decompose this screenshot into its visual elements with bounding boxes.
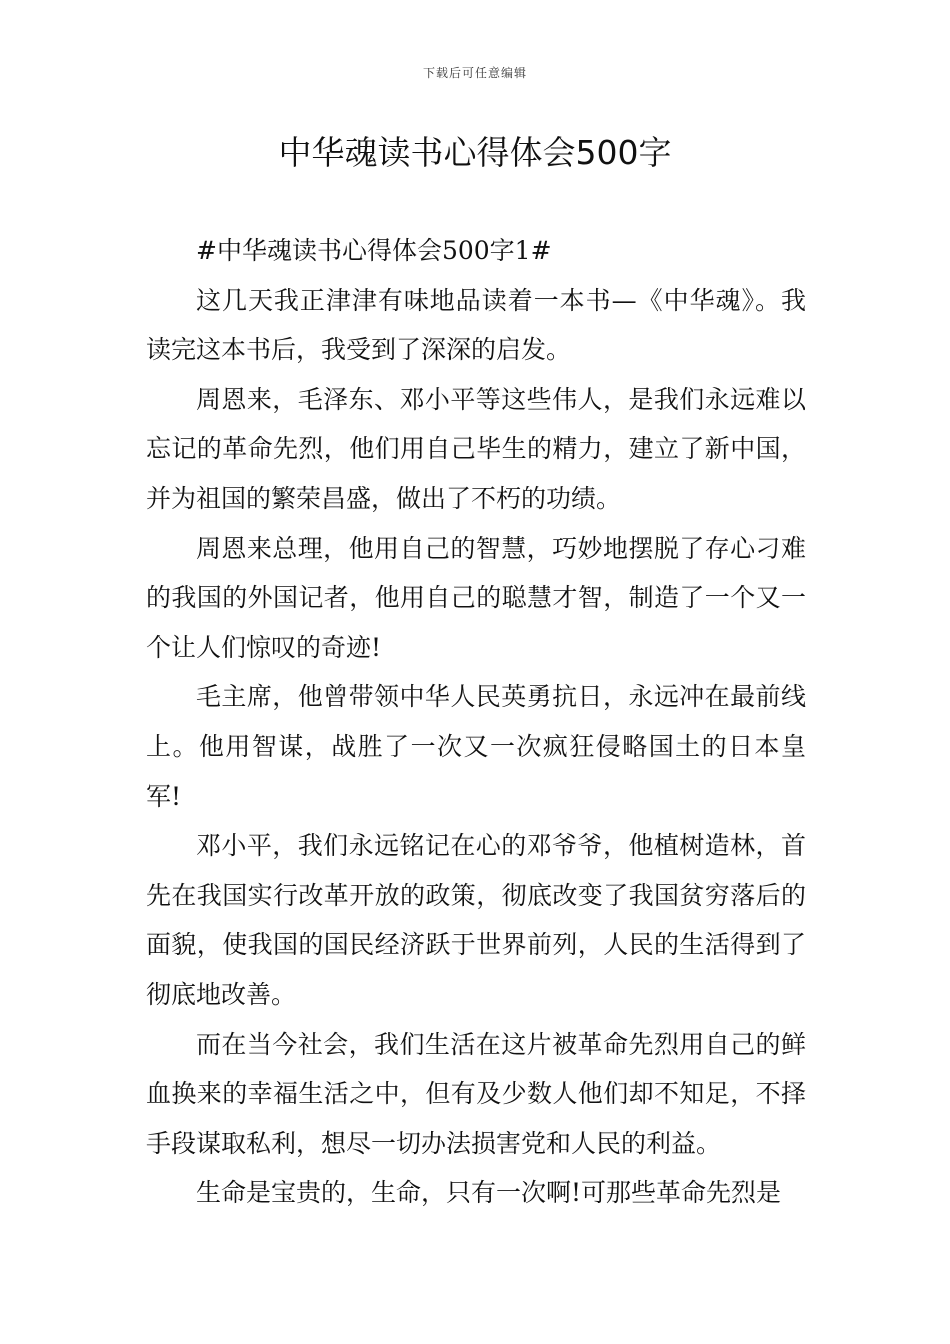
- paragraph: 邓小平，我们永远铭记在心的邓爷爷，他植树造林，首先在我国实行改革开放的政策，彻底改变了我国贫穷落后的面貌，使我国的国民经济跃于世界前列，人民的生活得到了彻底地改善。: [146, 831, 806, 1009]
- paragraph: 这几天我正津津有味地品读着一本书—《中华魂》。我读完这本书后，我受到了深深的启发。: [146, 285, 806, 365]
- paragraph-subheading: #中华魂读书心得体会500字1#: [196, 236, 552, 265]
- paragraph: 周恩来总理，他用自己的智慧，巧妙地摆脱了存心刁难的我国的外国记者，他用自己的聪慧才智，制造了一个又一个让人们惊叹的奇迹!: [146, 533, 806, 662]
- header-note: 下载后可任意编辑: [422, 66, 527, 80]
- document-title: 中华魂读书心得体会500字: [278, 133, 672, 172]
- paragraph: 周恩来，毛泽东、邓小平等这些伟人，是我们永远难以忘记的革命先烈，他们用自己毕生的精力，建立了新中国，并为祖国的繁荣昌盛，做出了不朽的功绩。: [146, 384, 806, 513]
- paragraph: 而在当今社会，我们生活在这片被革命先烈用自己的鲜血换来的幸福生活之中，但有及少数人他们却不知足，不择手段谋取私利，想尽一切办法损害党和人民的利益。: [146, 1029, 806, 1158]
- document-body: [146, 226, 806, 1218]
- paragraph: 毛主席，他曾带领中华人民英勇抗日，永远冲在最前线上。他用智谋，战胜了一次又一次疯狂侵略国土的日本皇军!: [146, 682, 806, 811]
- paragraph: 生命是宝贵的，生命，只有一次啊!可那些革命先烈是: [196, 1178, 782, 1208]
